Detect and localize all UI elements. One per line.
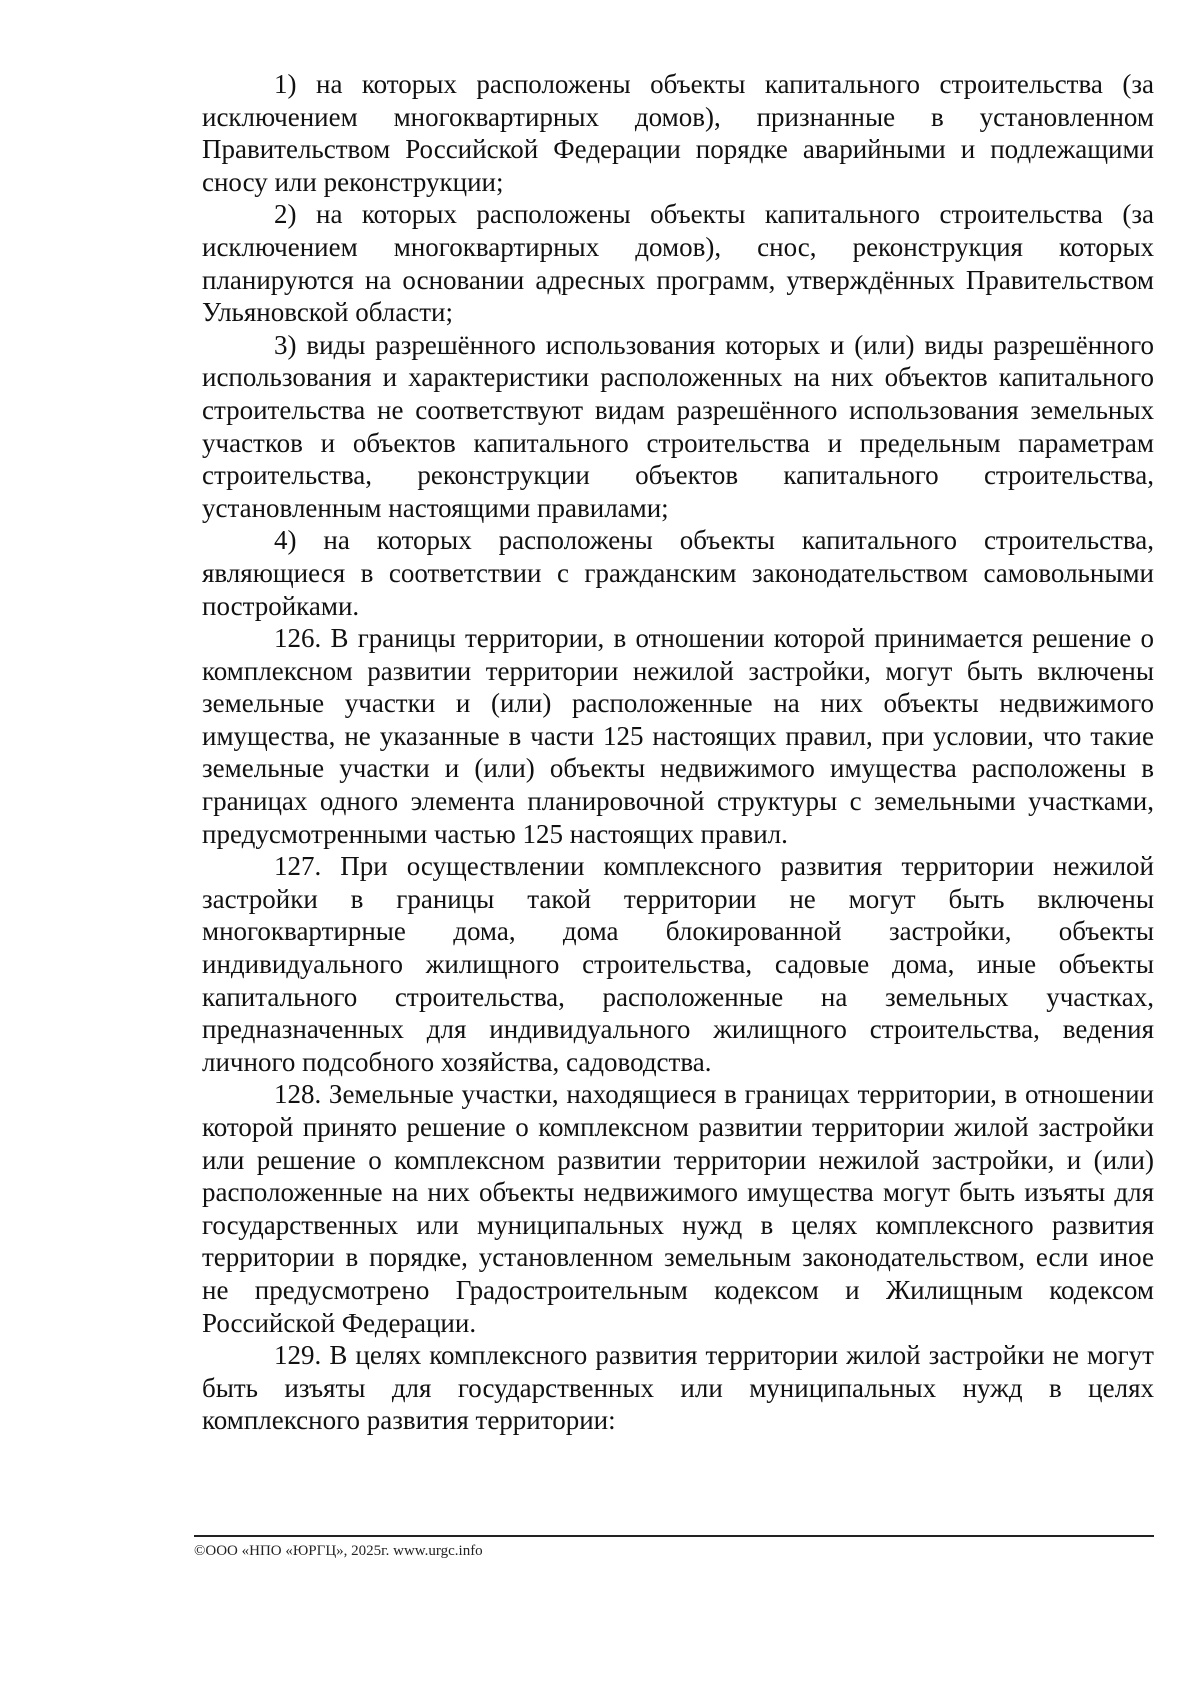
paragraph-item-3: 3) виды разрешённого использования которых и (или) виды разрешённого использования и характеристики расположенных на них объектов капитального строительства не соответствуют видам разрешённого использования земельных участков и объектов капитального строительства и предельным параметрам строительства, реконструкции объектов капитального строительства, установленным настоящими правилами; [202, 329, 1154, 523]
footer-divider [194, 1535, 1154, 1537]
paragraph-129: 129. В целях комплексного развития территории жилой застройки не могут быть изъяты для государственных или муниципальных нужд в целях комплексного развития территории: [202, 1340, 1154, 1436]
paragraph-item-2: 2) на которых расположены объекты капитального строительства (за исключением многоквартирных домов), снос, реконструкция которых планируются на основании адресных программ, утверждённых Правительством Ульяновской области; [202, 199, 1154, 328]
paragraph-126: 126. В границы территории, в отношении которой принимается решение о комплексном развитии территории нежилой застройки, могут быть включены земельные участки и (или) расположенные на них объекты недвижимого имущества, не указанные в части 125 настоящих правил, при условии, что такие земельные участки и (или) объекты недвижимого имущества расположены в границах одного элемента планировочной структуры с земельными участками, предусмотренными частью 125 настоящих правил. [202, 623, 1154, 849]
paragraph-128: 128. Земельные участки, находящиеся в границах территории, в отношении которой принято решение о комплексном развитии территории жилой застройки или решение о комплексном развитии территории нежилой застройки, и (или) расположенные на них объекты недвижимого имущества могут быть изъяты для государственных или муниципальных нужд в целях комплексного развития территории в порядке, установленном земельным законодательством, если иное не предусмотрено Градостроительным кодексом и Жилищным кодексом Российской Федерации. [202, 1079, 1154, 1338]
paragraph-127: 127. При осуществлении комплексного развития территории нежилой застройки в границы такой территории не могут быть включены многоквартирные дома, дома блокированной застройки, объекты индивидуального жилищного строительства, садовые дома, иные объекты капитального строительства, расположенные на земельных участках, предназначенных для индивидуального жилищного строительства, ведения личного подсобного хозяйства, садоводства. [202, 851, 1154, 1077]
document-body [202, 68, 1154, 1437]
footer-copyright: ©ООО «НПО «ЮРГЦ», 2025г. www.urgc.info [194, 1543, 483, 1559]
paragraph-item-1: 1) на которых расположены объекты капитального строительства (за исключением многоквартирных домов), признанные в установленном Правительством Российской Федерации порядке аварийными и подлежащими сносу или реконструкции; [202, 69, 1154, 197]
paragraph-item-4: 4) на которых расположены объекты капитального строительства, являющиеся в соответствии с гражданским законодательством самовольными постройками. [202, 525, 1154, 621]
